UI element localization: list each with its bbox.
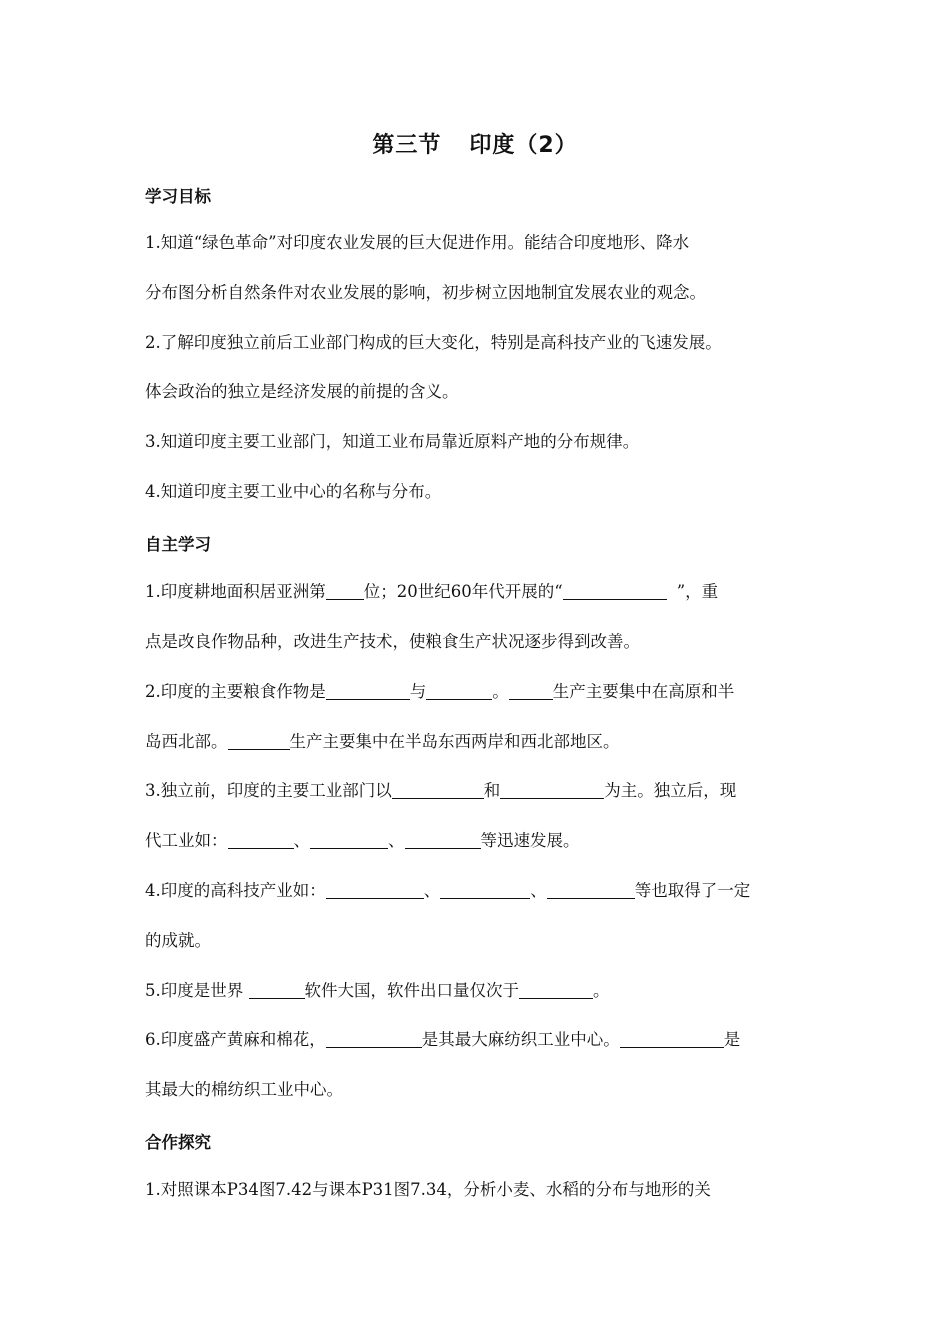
question-2-line-2: 岛西北部。 生产主要集中在半岛东西两岸和西北部地区。 — [145, 732, 620, 751]
question-2-line-1: 2.印度的主要粮食作物是 与 。 生产主要集中在高原和半 — [145, 682, 735, 701]
question-6-line-1: 6.印度盛产黄麻和棉花， 是其最大麻纺织工业中心。 是 — [145, 1030, 741, 1049]
question-4-line-2: 的成就。 — [145, 931, 211, 950]
question-5-line: 5.印度是世界 软件大国，软件出口量仅次于 。 — [145, 981, 610, 1000]
question-6-line-2: 其最大的棉纺织工业中心。 — [145, 1080, 343, 1099]
section-heading-self-study: 自主学习 — [145, 535, 211, 554]
answer-blank[interactable] — [620, 1031, 724, 1048]
question-3-line-2: 代工业如： 、 、 等迅速发展。 — [145, 831, 580, 850]
answer-blank[interactable] — [228, 733, 290, 750]
section-heading-goals: 学习目标 — [145, 187, 211, 206]
answer-blank[interactable] — [326, 882, 424, 899]
title-topic: 印度（2） — [469, 133, 578, 158]
section-heading-cooperation: 合作探究 — [145, 1133, 211, 1152]
answer-blank[interactable] — [519, 982, 593, 999]
answer-blank[interactable] — [405, 832, 481, 849]
goal-line: 体会政治的独立是经济发展的前提的含义。 — [145, 382, 459, 401]
answer-blank[interactable] — [547, 882, 635, 899]
question-1-line-2: 点是改良作物品种，改进生产技术，使粮食生产状况逐步得到改善。 — [145, 632, 640, 651]
answer-blank[interactable] — [392, 782, 484, 799]
goal-line: 4.知道印度主要工业中心的名称与分布。 — [145, 482, 442, 501]
answer-blank[interactable] — [563, 583, 667, 600]
question-1-line-1: 1.印度耕地面积居亚洲第 位；20世纪60年代开展的“ ”，重 — [145, 582, 719, 601]
answer-blank[interactable] — [228, 832, 294, 849]
goal-line: 分布图分析自然条件对农业发展的影响，初步树立因地制宜发展农业的观念。 — [145, 283, 706, 302]
answer-blank[interactable] — [326, 683, 410, 700]
answer-blank[interactable] — [326, 1031, 422, 1048]
answer-blank[interactable] — [326, 583, 364, 600]
goal-line: 2.了解印度独立前后工业部门构成的巨大变化，特别是高科技产业的飞速发展。 — [145, 333, 722, 352]
answer-blank[interactable] — [426, 683, 492, 700]
page-title — [0, 128, 950, 159]
answer-blank[interactable] — [500, 782, 604, 799]
answer-blank[interactable] — [310, 832, 388, 849]
question-3-line-1: 3.独立前，印度的主要工业部门以 和 为主。独立后，现 — [145, 781, 737, 800]
answer-blank[interactable] — [249, 982, 305, 999]
cooperation-line: 1.对照课本P34图7.42与课本P31图7.34，分析小麦、水稻的分布与地形的关 — [145, 1180, 711, 1199]
answer-blank[interactable] — [440, 882, 530, 899]
title-section-number: 第三节 — [372, 133, 442, 158]
goal-line: 3.知道印度主要工业部门，知道工业布局靠近原料产地的分布规律。 — [145, 432, 640, 451]
answer-blank[interactable] — [509, 683, 553, 700]
goal-line: 1.知道“绿色革命”对印度农业发展的巨大促进作用。能结合印度地形、降水 — [145, 233, 690, 252]
question-4-line-1: 4.印度的高科技产业如： 、 、 等也取得了一定 — [145, 881, 751, 900]
